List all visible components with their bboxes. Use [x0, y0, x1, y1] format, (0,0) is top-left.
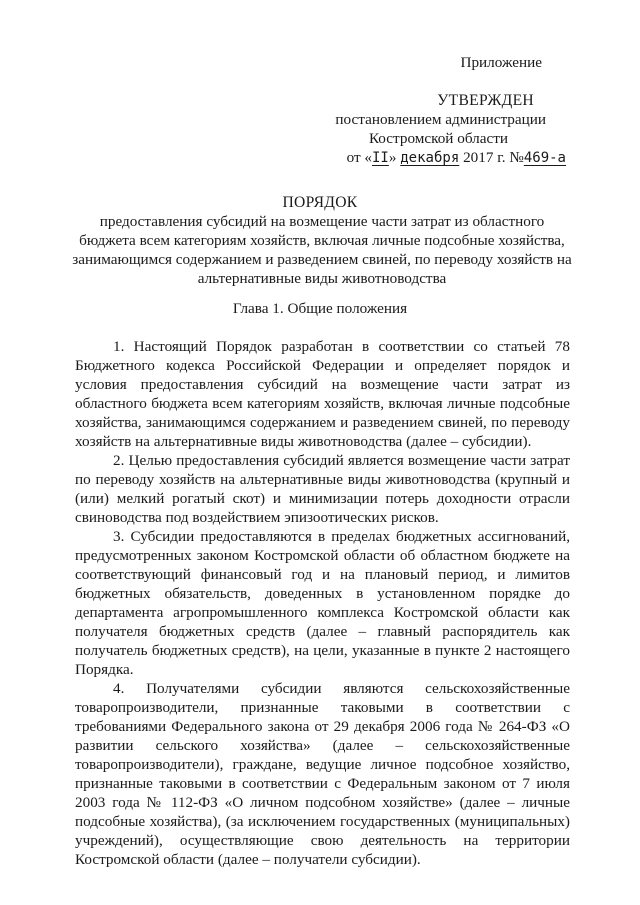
approved-by: постановлением администрации	[335, 111, 546, 128]
chapter-heading: Глава 1. Общие положения	[232, 300, 408, 317]
appendix-label: Приложение	[460, 54, 542, 71]
paragraph-4: 4. Получателями субсидии являются сельскохозяйственные товаропроизводители, признанные таковыми в соответствии с требованиями Федерального закона от 29 декабря 2006 года № 264-ФЗ «О развитии сельского хозяйства» (далее – сельскохозяйственные товаропроизводители), граждане, ведущие личное подсобное хозяйство, признанные таковыми в соответствии с Федеральным законом от 7 июля 2003 года № 112-ФЗ «О личном подсобном хозяйстве» (далее – личные подсобные хозяйства), (за исключением государственных (муниципальных) учреждений), осуществляющие свою деятельность на территории Костромской области (далее – получатели субсидии).	[75, 680, 570, 868]
date-suffix: 2017 г. №	[459, 149, 524, 166]
approved-label: УТВЕРЖДЕН	[437, 92, 534, 109]
date-day: II	[372, 150, 389, 166]
paragraph-3: 3. Субсидии предоставляются в пределах бюджетных ассигнований, предусмотренных законом Костромской области об областном бюджете на соответствующий финансовый год и на плановый период, и лимитов бюджетных обязательств, доведенных в установленном порядке до департамента агропромышленного комплекса Костромской области как получателя бюджетных средств (далее – главный распорядитель как получатель бюджетных средств), на цели, указанные в пункте 2 настоящего Порядка.	[75, 528, 570, 678]
document-body	[75, 337, 570, 869]
approval-date-line	[347, 148, 566, 168]
paragraph-2: 2. Целью предоставления субсидий является возмещение части затрат по переводу хозяйств на альтернативные виды животноводства (крупный и (или) мелкий рогатый скот) и минимизации потерь доходности отрасли свиноводства под воздействием эпизоотических рисков.	[75, 452, 570, 526]
paragraph-1: 1. Настоящий Порядок разработан в соответствии со статьей 78 Бюджетного кодекса Российской Федерации и определяет порядок и условия предоставления субсидий на возмещение части затрат из областного бюджета всем категориям хозяйств, включая личные подсобные хозяйства, занимающимся содержанием и разведением свиней, по переводу хозяйств на альтернативные виды животноводства (далее – субсидии).	[75, 338, 570, 450]
document-subtitle: предоставления субсидий на возмещение части затрат из областного бюджета всем категориям хозяйств, включая личные подсобные хозяйства, занимающимся содержанием и разведением свиней, по переводу хозяйств на альтернативные виды животноводства	[72, 213, 572, 287]
date-month: декабря	[400, 150, 460, 166]
date-mid: »	[388, 149, 401, 166]
date-prefix: от «	[346, 149, 372, 166]
document-number: 469-а	[523, 150, 566, 166]
document-title: ПОРЯДОК	[282, 194, 358, 211]
approved-region: Костромской области	[368, 130, 508, 147]
